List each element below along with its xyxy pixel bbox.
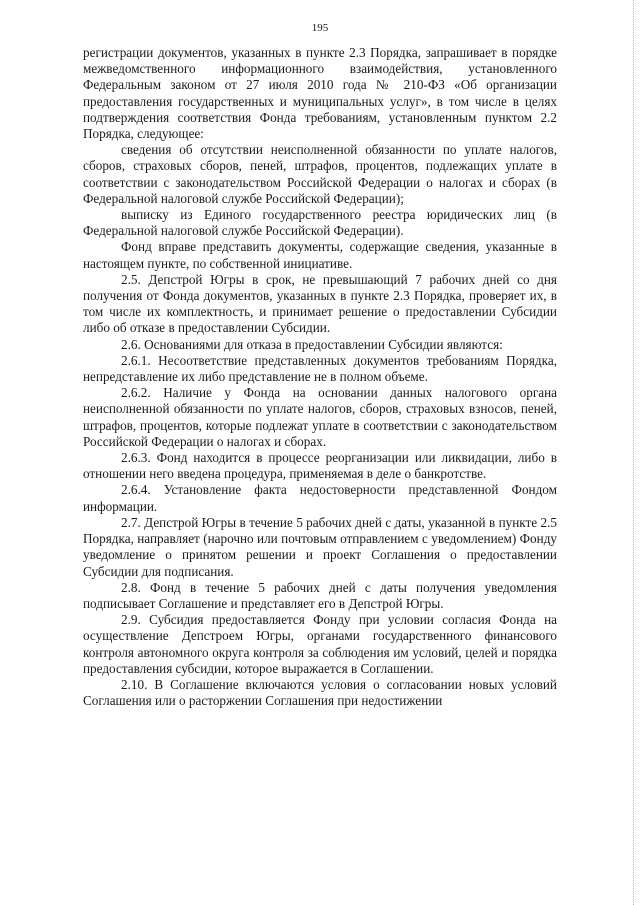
paragraph: 2.5. Депстрой Югры в срок, не превышающий 7 рабочих дней со дня получения от Фонда документов, указанных в пункте 2.3 Порядка, проверяет их, в том числе их комплектность, и принимает решение о предоставлении Субсидии либо об отказе в предоставлении Субсидии. (83, 271, 557, 336)
paragraph: выписку из Единого государственного реестра юридических лиц (в Федеральной налоговой службе Российской Федерации). (83, 207, 557, 239)
paragraph: 2.10. В Соглашение включаются условия о согласовании новых условий Соглашения или о расторжении Соглашения при недостижении (83, 676, 557, 709)
paragraph: 2.8. Фонд в течение 5 рабочих дней с даты получения уведомления подписывает Соглашение и представляет его в Депстрой Югры. (83, 579, 557, 611)
paragraph: 2.6.4. Установление факта недостоверности представленной Фондом информации. (83, 482, 557, 514)
paragraph: 2.6.3. Фонд находится в процессе реорганизации или ликвидации, либо в отношении него введена процедура, применяемая в деле о банкротстве. (83, 450, 557, 482)
paragraph: 2.6. Основаниями для отказа в предоставлении Субсидии являются: (121, 336, 503, 352)
page-number: 195 (311, 22, 329, 34)
paragraph: сведения об отсутствии неисполненной обязанности по уплате налогов, сборов, страховых сборов, пеней, штрафов, процентов, подлежащих уплате в соответствии с законодательством Российской Федерации о налогах и сборах (в Федеральной налоговой службе Российской Федерации); (83, 142, 557, 206)
paragraph: 2.7. Депстрой Югры в течение 5 рабочих дней с даты, указанной в пункте 2.5 Порядка, направляет (нарочно или почтовым отправлением с уведомлением) Фонду уведомление о принятом решении и проект Соглашения о предоставлении Субсидии для подписания. (83, 514, 557, 579)
paragraph: 2.6.2. Наличие у Фонда на основании данных налогового органа неисполненной обязанности по уплате налогов, сборов, страховых взносов, пеней, штрафов, процентов, которые подлежат уплате в соответствии с законодательством Российской Федерации о налогах и сборах. (83, 385, 557, 449)
scan-edge-divider (632, 0, 634, 905)
paragraph: регистрации документов, указанных в пункте 2.3 Порядка, запрашивает в порядке межведомственного информационного взаимодействия, установленного Федеральным законом от 27 июля 2010 года № 210-ФЗ «Об организации предоставления государственных и муниципальных услуг», в том числе в целях подтверждения соответствия Фонда требованиям, установленным пунктом 2.2 Порядка, следующее: (83, 45, 557, 142)
paragraph: Фонд вправе представить документы, содержащие сведения, указанные в настоящем пункте, по собственной инициативе. (83, 239, 557, 271)
paragraph: 2.6.1. Несоответствие представленных документов требованиям Порядка, непредставление их либо представление не в полном объеме. (83, 352, 557, 385)
paragraph: 2.9. Субсидия предоставляется Фонду при условии согласия Фонда на осуществление Депстроем Югры, органами государственного финансового контроля автономного округа контроля за соблюдения им условий, целей и порядка предоставления субсидии, которое выражается в Соглашении. (83, 612, 557, 676)
document-body (83, 45, 557, 709)
